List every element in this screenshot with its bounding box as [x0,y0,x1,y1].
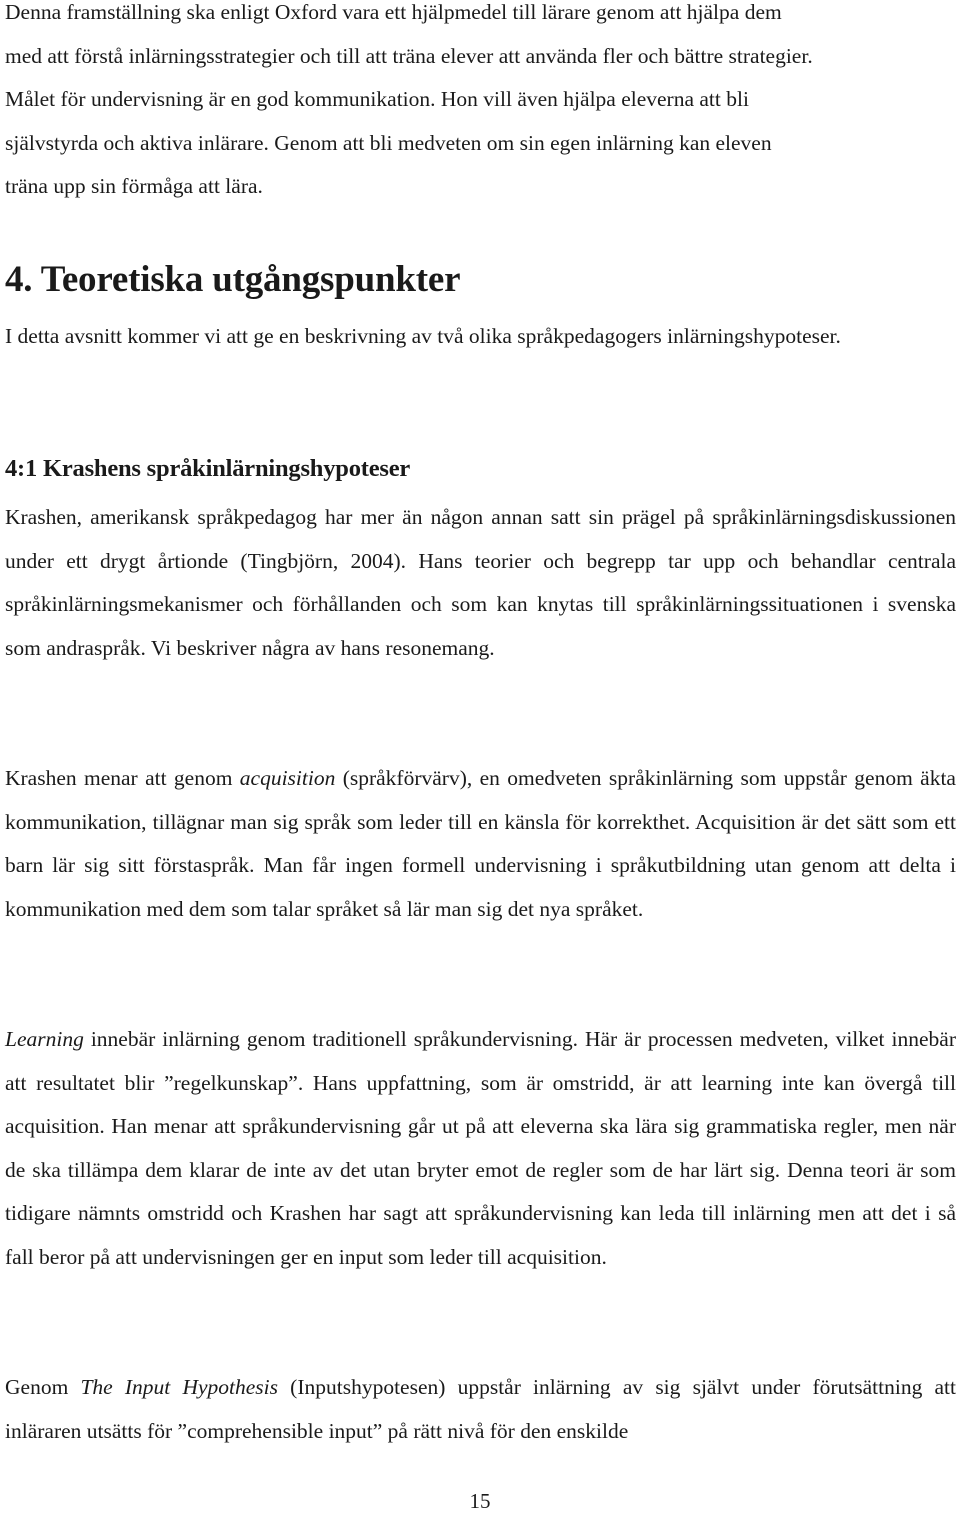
intro-line: Denna framställning ska enligt Oxford vara ett hjälpmedel till lärare genom att hjälpa dem [5,0,782,24]
section-heading-4-1: 4:1 Krashens språkinlärningshypoteser [5,455,411,482]
krashen-paragraph-4 [5,1366,956,1453]
intro-line: självstyrda och aktiva inlärare. Genom att bli medveten om sin egen inlärning kan eleven [5,130,772,155]
paragraph-text: (språkförvärv), en omedveten språkinlärning som uppstår genom äkta kommunikation, tillägnar man sig språk som leder till en känsla för korrekthet. Acquisition är det sätt som ett barn lär sig sitt förstaspråk. Man får ingen formell undervisning i språkutbildning utan genom att delta i kommunikation med dem som talar språket så lär man sig det nya språket. [5,766,956,921]
intro-line: Målet för undervisning är en god kommunikation. Hon vill även hjälpa eleverna att bli [5,87,749,111]
page-number: 15 [469,1489,491,1513]
section-4-intro-paragraph: I detta avsnitt kommer vi att ge en beskrivning av två olika språkpedagogers inlärningshypoteser. [5,324,841,348]
emphasis-term: The Input Hypothesis [80,1375,278,1399]
emphasis-term: Learning [5,1027,84,1051]
krashen-paragraph-1: Krashen, amerikansk språkpedagog har mer än någon annan satt sin prägel på språkinlärningsdiskussionen under ett drygt årtionde (Tingbjörn, 2004). Hans teorier och begrepp tar upp och behandlar centrala språkinlärningsmekanismer och förhållanden och som kan knytas till språkinlärningssituationen i svenska som andraspråk. Vi beskriver några av hans resonemang. [5,505,956,660]
intro-line: med att förstå inlärningsstrategier och till att träna elever att använda fler och bättre strategier. [5,43,813,68]
paragraph-text: innebär inlärning genom traditionell språkundervisning. Här är processen medveten, vilket innebär att resultatet blir ”regelkunskap”. Hans uppfattning, som är omstridd, är att learning inte kan övergå till acquisition. Han menar att språkundervisning går ut på att eleverna ska lära sig grammatiska regler, men när de ska tillämpa dem klarar de inte av det utan bryter emot de regler som de har lärt sig. Denna teori är som tidigare nämnts omstridd och Krashen har sagt att språkundervisning kan leda till inlärning men att det i så fall beror på att undervisningen ger en input som leder till acquisition. [5,1027,956,1269]
krashen-paragraph-2 [5,757,956,931]
intro-paragraph [5,0,956,209]
paragraph-text: Genom [5,1375,81,1399]
paragraph-text: Krashen menar att genom [5,766,240,790]
emphasis-term: acquisition [239,766,336,790]
section-heading-4: 4. Teoretiska utgångspunkter [5,259,461,300]
intro-line: träna upp sin förmåga att lära. [5,174,263,198]
krashen-paragraph-3 [5,1018,956,1279]
paragraph-text: (Inputshypotesen) uppstår inlärning av sig självt under förutsättning att inläraren utsätts för ”comprehensible input” på rätt nivå för den enskilde [5,1375,956,1443]
